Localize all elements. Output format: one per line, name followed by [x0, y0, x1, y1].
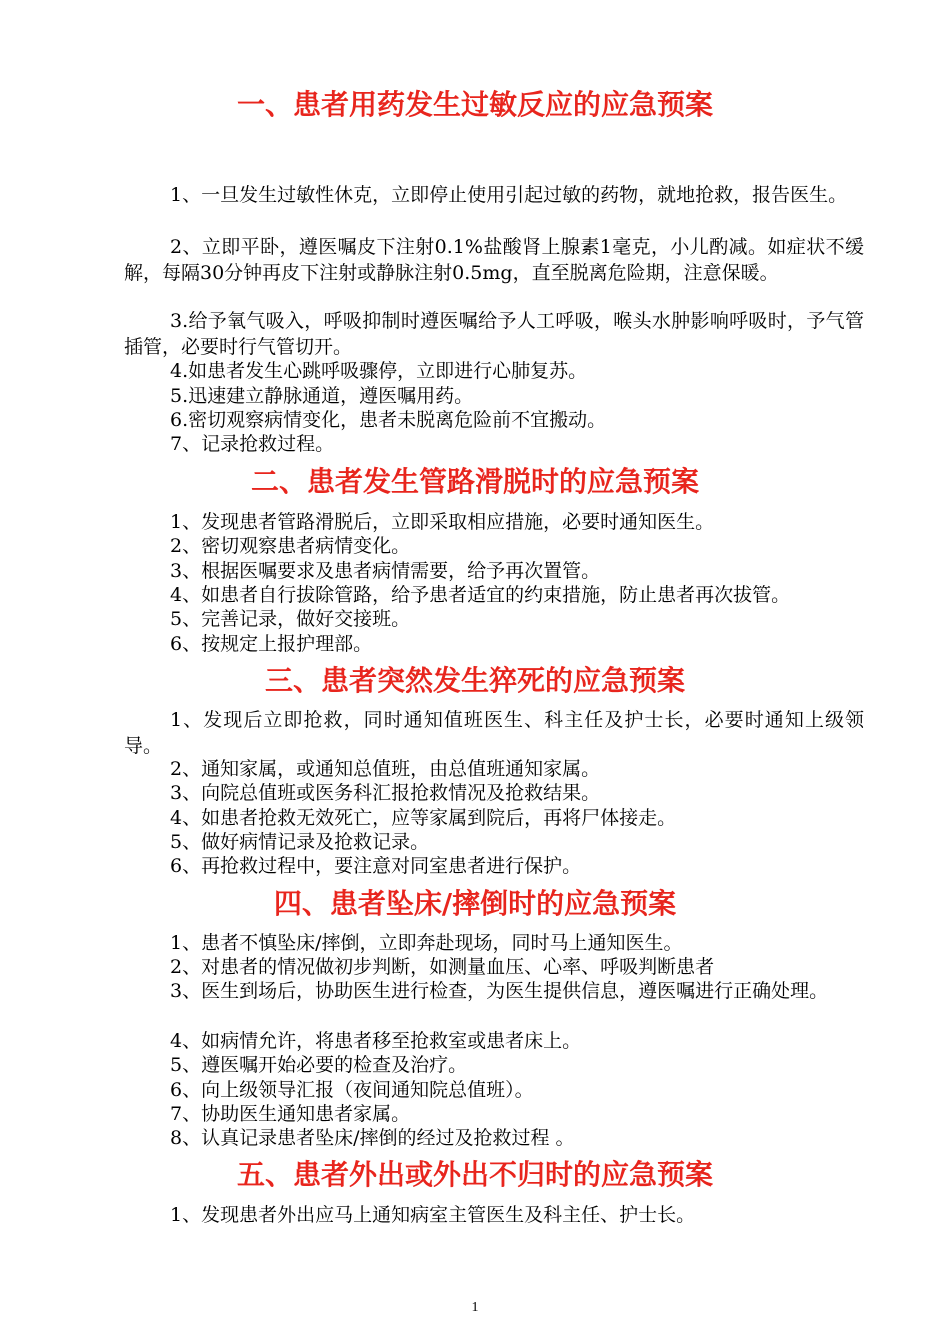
section-2-item-5: 5、完善记录，做好交接班。	[170, 608, 411, 630]
section-5-item-1: 1、发现患者外出应马上通知病室主管医生及科主任、护士长。	[170, 1204, 696, 1226]
section-2-item-4: 4、如患者自行拔除管路，给予患者适宜的约束措施，防止患者再次拔管。	[170, 584, 791, 606]
section-4-item-5: 5、遵医嘱开始必要的检查及治疗。	[170, 1054, 468, 1076]
section-1-item-3: 3.给予氧气吸入，呼吸抑制时遵医嘱给予人工呼吸，喉头水肿影响呼吸时，予气管插管，必要时行气管切开。	[124, 310, 864, 358]
section-4-item-2: 2、对患者的情况做初步判断，如测量血压、心率、呼吸判断患者	[170, 956, 715, 978]
section-1-item-4: 4.如患者发生心跳呼吸骤停，立即进行心肺复苏。	[170, 360, 588, 382]
section-1-item-6: 6.密切观察病情变化，患者未脱离危险前不宜搬动。	[170, 409, 607, 431]
section-3-item-5: 5、做好病情记录及抢救记录。	[170, 831, 430, 853]
section-1-item-2: 2、立即平卧，遵医嘱皮下注射0.1%盐酸肾上腺素1毫克，小儿酌减。如症状不缓解，每隔30分钟再皮下注射或静脉注射0.5mg，直至脱离危险期，注意保暖。	[124, 236, 864, 284]
section-4-item-4: 4、如病情允许，将患者移至抢救室或患者床上。	[170, 1030, 582, 1052]
section-title-tube-slip: 二、患者发生管路滑脱时的应急预案	[250, 465, 699, 498]
section-4-item-7: 7、协助医生通知患者家属。	[170, 1103, 411, 1125]
section-1-item-5: 5.迅速建立静脉通道，遵医嘱用药。	[170, 385, 474, 407]
section-title-fall: 四、患者坠床/摔倒时的应急预案	[273, 887, 677, 920]
section-2-item-1: 1、发现患者管路滑脱后，立即采取相应措施，必要时通知医生。	[170, 511, 715, 533]
section-title-sudden-death: 三、患者突然发生猝死的应急预案	[264, 664, 685, 697]
section-1-item-7: 7、记录抢救过程。	[170, 433, 335, 455]
section-3-item-4: 4、如患者抢救无效死亡，应等家属到院后，再将尸体接走。	[170, 807, 677, 829]
section-2-item-3: 3、根据医嘱要求及患者病情需要，给予再次置管。	[170, 560, 601, 582]
section-2-item-6: 6、按规定上报护理部。	[170, 633, 373, 655]
section-3-item-3: 3、向院总值班或医务科汇报抢救情况及抢救结果。	[170, 782, 601, 804]
section-3-item-6: 6、再抢救过程中，要注意对同室患者进行保护。	[170, 855, 582, 877]
section-4-item-8: 8、认真记录患者坠床/摔倒的经过及抢救过程 。	[170, 1127, 575, 1149]
section-2-item-2: 2、密切观察患者病情变化。	[170, 535, 411, 557]
section-1-item-1: 1、一旦发生过敏性休克，立即停止使用引起过敏的药物，就地抢救，报告医生。	[170, 184, 848, 206]
section-4-item-6: 6、向上级领导汇报（夜间通知院总值班）。	[170, 1079, 534, 1101]
section-4-item-1: 1、患者不慎坠床/摔倒，立即奔赴现场，同时马上通知医生。	[170, 932, 683, 954]
page-number: 1	[471, 1300, 479, 1315]
section-title-allergy: 一、患者用药发生过敏反应的应急预案	[236, 88, 713, 121]
section-title-outing: 五、患者外出或外出不归时的应急预案	[236, 1158, 713, 1191]
section-3-item-2: 2、通知家属，或通知总值班，由总值班通知家属。	[170, 758, 601, 780]
section-4-item-3: 3、医生到场后，协助医生进行检查，为医生提供信息，遵医嘱进行正确处理。	[170, 980, 829, 1002]
section-3-item-1: 1、发现后立即抢救，同时通知值班医生、科主任及护士长，必要时通知上级领导。	[124, 709, 864, 757]
